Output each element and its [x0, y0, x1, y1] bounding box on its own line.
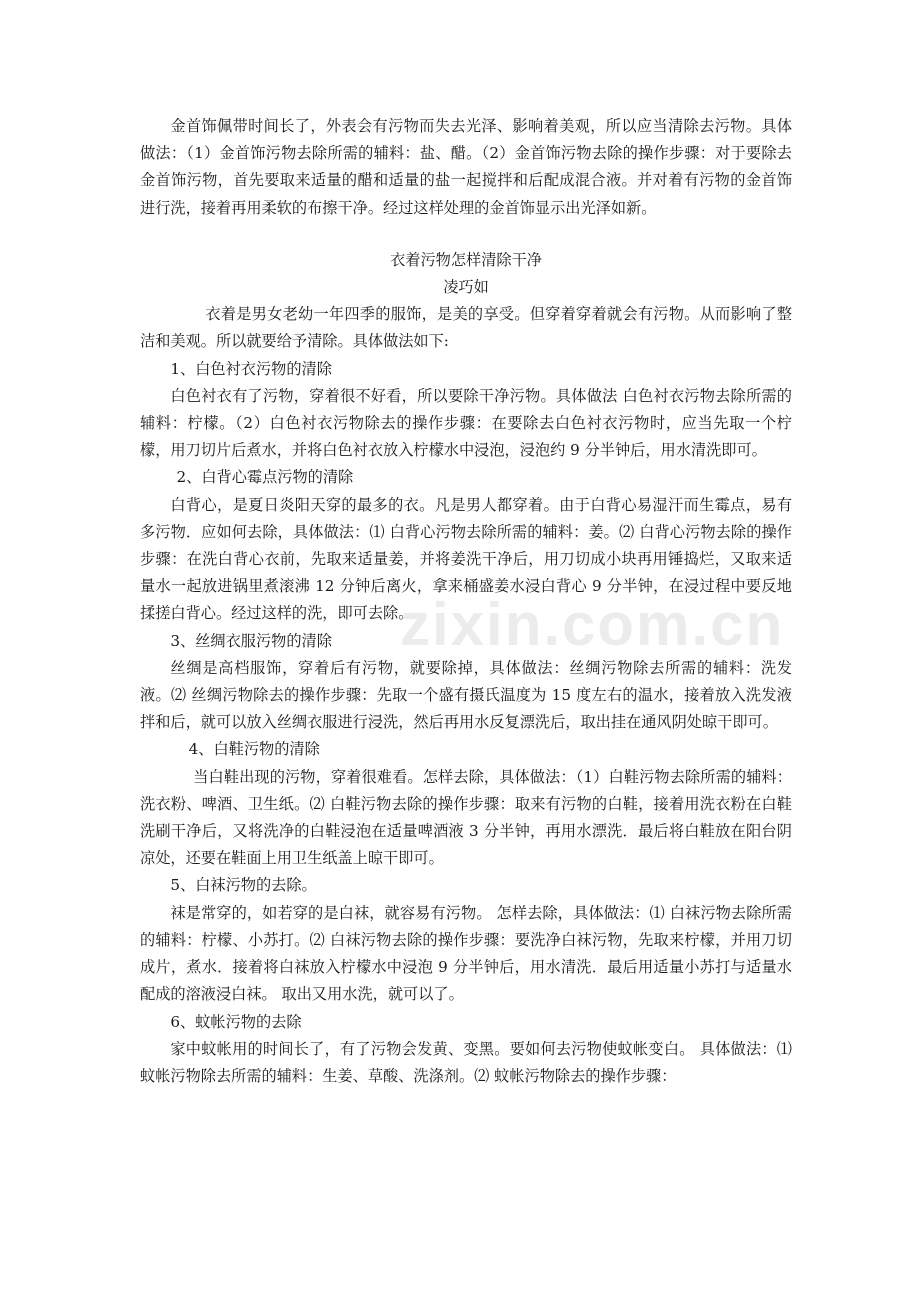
article-author: 凌巧如: [443, 278, 489, 297]
article-title: 衣着污物怎样清除干净: [390, 250, 542, 269]
section-body: 当白鞋出现的污物，穿着很难看。怎样去除，具体做法：（1）白鞋污物去除所需的辅料：洗衣粉、啤酒、卫生纸。⑵ 白鞋污物去除的操作步骤：取来有污物的白鞋，接着用洗衣粉在白鞋洗刷干净后，又将洗净的白鞋浸泡在适量啤酒液 3 分半钟，再用水漂洗．最后将白鞋放在阳台阴凉处，还要在鞋面上用卫生纸盖上晾干即可。: [140, 767, 792, 868]
section-body: 丝绸是高档服饰，穿着后有污物，就要除掉，具体做法：丝绸污物除去所需的辅料：洗发液。⑵ 丝绸污物除去的操作步骤：先取一个盛有摄氏温度为 15 度左右的温水，接着放入洗发液拌和后，就可以放入丝绸衣服进行浸洗，然后再用水反复漂洗后，取出挂在通风阴处晾干即可。: [140, 658, 792, 732]
section-heading: 6、蚊帐污物的去除: [170, 1012, 302, 1031]
section-body: 白背心，是夏日炎阳天穿的最多的衣。凡是男人都穿着。由于白背心易湿汗而生霉点，易有多污物．应如何去除，具体做法：⑴ 白背心污物去除所需的辅料：姜。⑵ 白背心污物去除的操作步骤：在洗白背心衣前，先取来适量姜，并将姜洗干净后，用刀切成小块再用锤捣烂，又取来适量水一起放进锅里煮滚沸 12 分钟后离火，拿来桶盛姜水浸白背心 9 分半钟，在浸过程中要反地揉搓白背心。经过这样的洗，即可去除。: [140, 495, 792, 623]
watermark: zixin.com.cn: [400, 591, 785, 658]
section-heading: 1、白色衬衣污物的清除: [170, 359, 332, 378]
section-body: 白色衬衣有了污物，穿着很不好看，所以要除干净污物。具体做法 白色衬衣污物去除所需的辅料：柠檬。（2）白色衬衣污物除去的操作步骤：在要除去白色衬衣污物时，应当先取一个柠檬，用刀切片后煮水，并将白色衬衣放入柠檬水中浸泡，浸泡约 9 分半钟后，用水清洗即可。: [140, 386, 792, 460]
section-heading: 4、白鞋污物的清除: [188, 740, 320, 759]
section-body: 袜是常穿的，如若穿的是白袜，就容易有污物。 怎样去除，具体做法：⑴ 白袜污物去除所需的辅料：柠檬、小苏打。⑵ 白袜污物去除的操作步骤：要洗净白袜污物，先取来柠檬，并用刀切成片，煮水．接着将白袜放入柠檬水中浸泡 9 分半钟后，用水清洗．最后用适量小苏打与适量水配成的溶液浸白袜。 取出又用水洗，就可以了。: [140, 903, 792, 1004]
lead-paragraph: 衣着是男女老幼一年四季的服饰，是美的享受。但穿着穿着就会有污物。从而影响了整洁和美观。所以就要给予清除。具体做法如下:: [140, 305, 792, 351]
section-heading: 5、白袜污物的去除。: [170, 876, 317, 895]
section-heading: 3、丝绸衣服污物的清除: [170, 631, 332, 650]
intro-paragraph: 金首饰佩带时间长了，外表会有污物而失去光泽、影响着美观，所以应当清除去污物。具体做法：（1）金首饰污物去除所需的辅料：盐、醋。（2）金首饰污物去除的操作步骤：对于要除去金首饰污物，首先要取来适量的醋和适量的盐一起搅拌和后配成混合液。并对着有污物的金首饰进行洗，接着再用柔软的布擦干净。经过这样处理的金首饰显示出光泽如新。: [140, 117, 792, 217]
section-body: 家中蚊帐用的时间长了，有了污物会发黄、变黑。要如何去污物使蚊帐变白。 具体做法：⑴ 蚊帐污物除去所需的辅料：生姜、草酸、洗涤剂。⑵ 蚊帐污物除去的操作步骤：: [140, 1039, 792, 1085]
document-content: [140, 113, 792, 1090]
section-heading: 2、白背心霉点污物的清除: [176, 468, 354, 487]
